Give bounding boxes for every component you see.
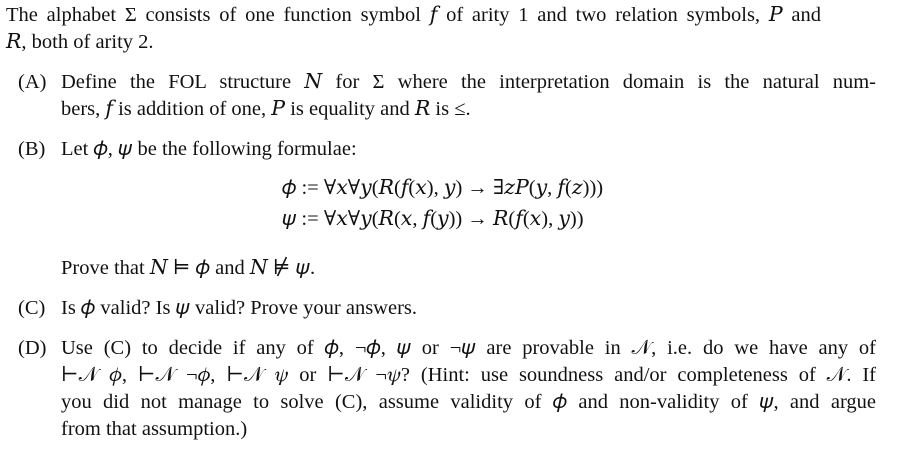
item-a-line-1: Define the FOL structure 𝑁 for Σ where the interpretation domain is the natural num- xyxy=(61,71,876,93)
item-b xyxy=(6,136,886,282)
formula-block xyxy=(61,173,886,235)
intro-line-2: 𝑅, both of arity 2. xyxy=(6,31,154,53)
item-a-line-2: bers, 𝑓 is addition of one, 𝑃 is equality and 𝑅 is ≤. xyxy=(61,98,471,120)
intro-paragraph xyxy=(6,2,886,56)
problem-statement xyxy=(6,2,886,443)
item-c-line-1: Is 𝜙 valid? Is 𝜓 valid? Prove your answers. xyxy=(61,297,418,319)
item-d-line-2: ⊢𝒩 𝜙, ⊢𝒩 ¬𝜙, ⊢𝒩 𝜓 or ⊢𝒩 ¬𝜓? (Hint: use soundness and/or completeness of 𝒩. If xyxy=(61,364,876,386)
item-d-line-1: Use (C) to decide if any of 𝜙, ¬𝜙, 𝜓 or ¬𝜓 are provable in 𝒩, i.e. do we have any of xyxy=(61,337,876,359)
formula-phi: 𝜙 := ∀𝑥∀𝑦(𝑅(𝑓(𝑥), 𝑦) → ∃𝑧𝑃(𝑦, 𝑓(𝑧))) xyxy=(282,177,604,199)
item-a-label: (A) xyxy=(18,71,47,93)
item-d xyxy=(6,335,886,443)
item-d-line-3: you did not manage to solve (C), assume validity of 𝜙 and non-validity of 𝜓, and argue xyxy=(61,391,876,413)
formula-psi: 𝜓 := ∀𝑥∀𝑦(𝑅(𝑥, 𝑓(𝑦)) → 𝑅(𝑓(𝑥), 𝑦)) xyxy=(282,208,584,230)
item-a xyxy=(6,69,886,123)
item-d-label: (D) xyxy=(18,337,47,359)
item-d-line-4: from that assumption.) xyxy=(61,418,248,440)
item-b-label: (B) xyxy=(18,138,46,160)
item-b-line-1: Let 𝜙, 𝜓 be the following formulae: xyxy=(61,138,357,160)
item-b-prove: Prove that 𝑁 ⊨ 𝜙 and 𝑁 ⊭ 𝜓. xyxy=(61,257,316,279)
intro-line-1: The alphabet Σ consists of one function symbol 𝑓 of arity 1 and two relation symbols, 𝑃 and xyxy=(6,4,821,26)
item-c xyxy=(6,295,886,322)
item-c-label: (C) xyxy=(18,297,46,319)
